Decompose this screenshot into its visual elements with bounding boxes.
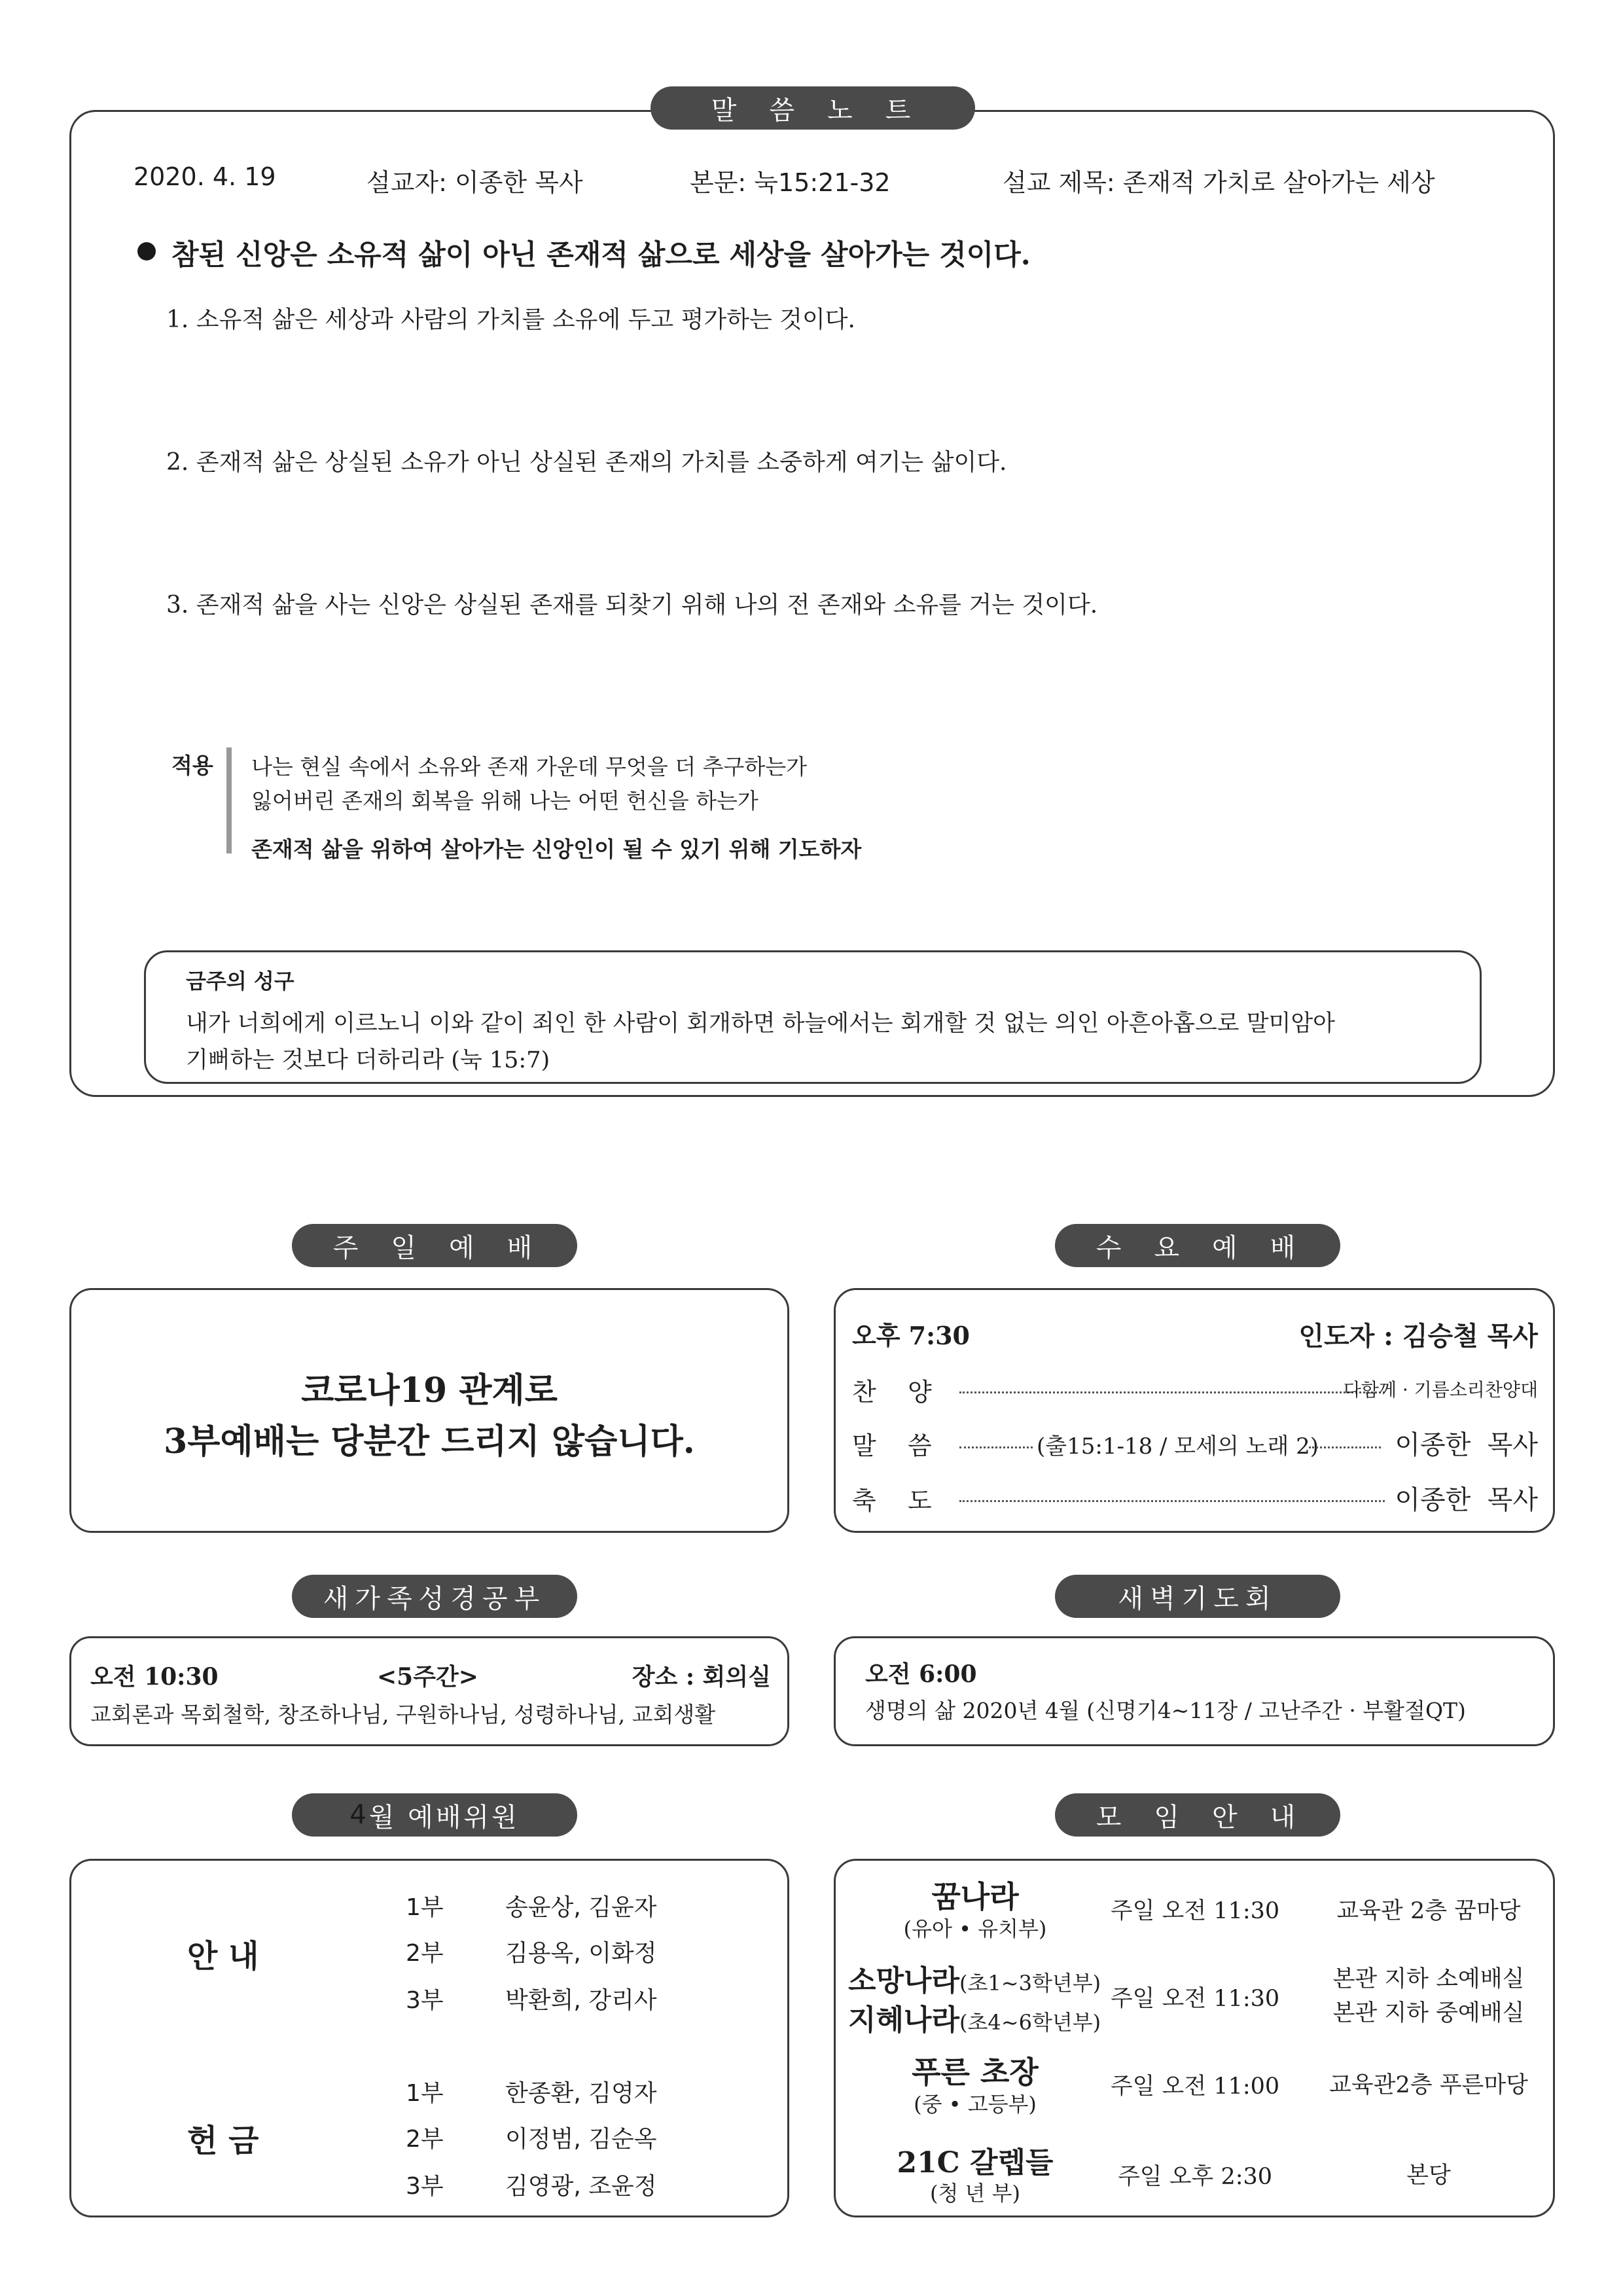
meeting-name: 꿈나라 (931, 1879, 1019, 1914)
title-letter: 일 (391, 1232, 420, 1263)
title-month: 4 (349, 1800, 369, 1830)
meeting-sub: (유아 • 유치부) (903, 1916, 1047, 1941)
point-2: 2. 존재적 삶은 상실된 소유가 아닌 상실된 존재의 가치를 소중하게 여기는 삶이다. (166, 449, 1007, 476)
wednesday-leader: 인도자 : 김승철 목사 (1298, 1321, 1538, 1352)
application-line-2: 잃어버린 존재의 회복을 위해 나는 어떤 헌신을 하는가 (251, 788, 758, 814)
point-1: 1. 소유적 삶은 세상과 사람의 가치를 소유에 두고 평가하는 것이다. (166, 306, 855, 333)
meeting-place: 교육관2층 푸른마당 (1329, 2072, 1528, 2098)
april-committee-title (292, 1793, 577, 1837)
title-letter: 배 (1270, 1232, 1300, 1263)
weekly-verse-line-2: 기뻐하는 것보다 더하리라 (눅 15:7) (186, 1047, 550, 1073)
committee-people: 김용옥, 이화정 (505, 1940, 657, 1967)
wednesday-row-label: 축 도 (852, 1486, 932, 1515)
sermon-date: 2020. 4. 19 (134, 162, 276, 191)
committee-part: 3부 (406, 2173, 444, 2200)
wednesday-row-right: 이종한 목사 (1395, 1430, 1538, 1460)
meeting-place: 본관 지하 중예배실 (1332, 2000, 1525, 2026)
family-bible-study-title: 새가족성경공부 (292, 1575, 577, 1618)
sunday-worship-notice-2: 3부예배는 당분간 드리지 않습니다. (164, 1422, 695, 1462)
wednesday-row-right: 이종한 목사 (1395, 1485, 1538, 1515)
dawn-prayer-box (834, 1636, 1555, 1746)
family-time: 오전 10:30 (90, 1663, 219, 1691)
meeting-sub: (초1~3학년부) (959, 1971, 1101, 1996)
meeting-sub: (초4~6학년부) (959, 2010, 1101, 2035)
meetings-title (1055, 1793, 1340, 1837)
sermon-note-title (651, 86, 975, 130)
title-letter: 씀 (769, 95, 798, 126)
meeting-place: 본당 (1406, 2162, 1451, 2189)
leader-dots (959, 1391, 1385, 1393)
title-letter: 안 (1212, 1802, 1241, 1833)
title-letter: 주 (332, 1232, 363, 1263)
meeting-place: 교육관 2층 꿈마당 (1336, 1898, 1521, 1924)
meeting-name: 21C 갈렙들 (897, 2146, 1054, 2179)
weekly-verse-line-1: 내가 너희에게 이르노니 이와 같이 죄인 한 사람이 회개하면 하늘에서는 회개할 것 없는 의인 아흔아홉으로 말미암아 (186, 1011, 1335, 1037)
title-letter: 트 (885, 95, 915, 126)
point-3: 3. 존재적 삶을 사는 신앙은 상실된 존재를 되찾기 위해 나의 전 존재와 소유를 거는 것이다. (166, 592, 1098, 619)
title-letter: 임 (1154, 1802, 1183, 1833)
title-letter: 수 (1096, 1232, 1126, 1263)
leader-dots (959, 1446, 1033, 1448)
committee-people: 김영광, 조윤정 (505, 2173, 657, 2200)
meeting-time: 주일 오후 2:30 (1117, 2164, 1273, 2190)
leader-dots (1309, 1446, 1381, 1448)
wednesday-worship-title (1055, 1224, 1340, 1267)
committee-part: 1부 (406, 2080, 444, 2107)
wednesday-row-label: 말 씀 (852, 1431, 932, 1460)
application-label: 적용 (171, 753, 213, 778)
meeting-place: 본관 지하 소예배실 (1332, 1966, 1525, 1992)
title-letter: 배 (507, 1232, 537, 1263)
bullet-icon (137, 242, 156, 260)
sermon-title: 설교 제목: 존재적 가치로 살아가는 세상 (1003, 168, 1435, 197)
meeting-time: 주일 오전 11:00 (1110, 2073, 1280, 2100)
application-line-1: 나는 현실 속에서 소유와 존재 가운데 무엇을 더 추구하는가 (251, 754, 807, 780)
title-letter: 내 (1270, 1802, 1300, 1833)
meeting-name-2b (848, 1996, 1101, 2038)
sermon-preacher: 설교자: 이종한 목사 (366, 168, 583, 197)
committee-group-usher: 안 내 (187, 1938, 259, 1975)
committee-part: 2부 (406, 2126, 444, 2153)
title-letter: 예 (449, 1232, 478, 1263)
leader-dots (959, 1500, 1385, 1502)
meeting-name: 지혜나라 (848, 2003, 960, 2037)
title-letter: 예 (1212, 1232, 1241, 1263)
family-weeks: <5주간> (377, 1663, 478, 1691)
meeting-name: 푸른 초장 (912, 2054, 1039, 2090)
sunday-worship-notice-1: 코로나19 관계로 (301, 1371, 558, 1410)
title-letter: 말 (711, 95, 741, 126)
dawn-time: 오전 6:00 (865, 1660, 977, 1688)
dawn-prayer-title: 새벽기도회 (1055, 1575, 1340, 1618)
main-point: 참된 신앙은 소유적 삶이 아닌 존재적 삶으로 세상을 살아가는 것이다. (171, 239, 1031, 272)
wednesday-row-right: 다함께 · 기름소리찬양대 (1343, 1379, 1538, 1401)
family-topics: 교회론과 목회철학, 창조하나님, 구원하나님, 성령하나님, 교회생활 (90, 1702, 716, 1727)
title-letter: 노 (827, 95, 857, 126)
meeting-name: 소망나라 (848, 1964, 960, 1998)
committee-group-offering: 헌 금 (187, 2123, 259, 2159)
meeting-sub: (청 년 부) (929, 2181, 1021, 2206)
title-letter: 요 (1154, 1232, 1183, 1263)
committee-part: 3부 (406, 1987, 444, 2014)
committee-people: 이정범, 김순옥 (505, 2126, 657, 2153)
meeting-time: 주일 오전 11:30 (1110, 1986, 1280, 2012)
dawn-text: 생명의 삶 2020년 4월 (신명기4~11장 / 고난주간 · 부활절QT) (865, 1698, 1466, 1723)
sunday-worship-title (292, 1224, 577, 1267)
application-line-3: 존재적 삶을 위하여 살아가는 신앙인이 될 수 있기 위해 기도하자 (251, 836, 862, 862)
wednesday-time: 오후 7:30 (852, 1321, 970, 1350)
sermon-text-ref: 본문: 눅15:21-32 (690, 168, 891, 197)
family-place: 장소 : 회의실 (632, 1663, 771, 1691)
committee-people: 박환희, 강리사 (505, 1987, 657, 2014)
committee-part: 2부 (406, 1940, 444, 1967)
meeting-sub: (중 • 고등부) (914, 2092, 1037, 2117)
title-rest: 월 예배위원 (368, 1802, 520, 1833)
application-divider (226, 747, 232, 853)
committee-part: 1부 (406, 1894, 444, 1921)
committee-people: 송윤상, 김윤자 (505, 1894, 657, 1921)
wednesday-row-middle: (출15:1-18 / 모세의 노래 2) (1037, 1433, 1319, 1460)
meeting-name-2a (848, 1957, 1101, 1999)
wednesday-row-label: 찬 양 (852, 1378, 932, 1407)
meeting-time: 주일 오전 11:30 (1110, 1898, 1280, 1924)
weekly-verse-title: 금주의 성구 (186, 969, 294, 994)
title-letter: 모 (1096, 1802, 1126, 1833)
committee-people: 한종환, 김영자 (505, 2080, 657, 2107)
